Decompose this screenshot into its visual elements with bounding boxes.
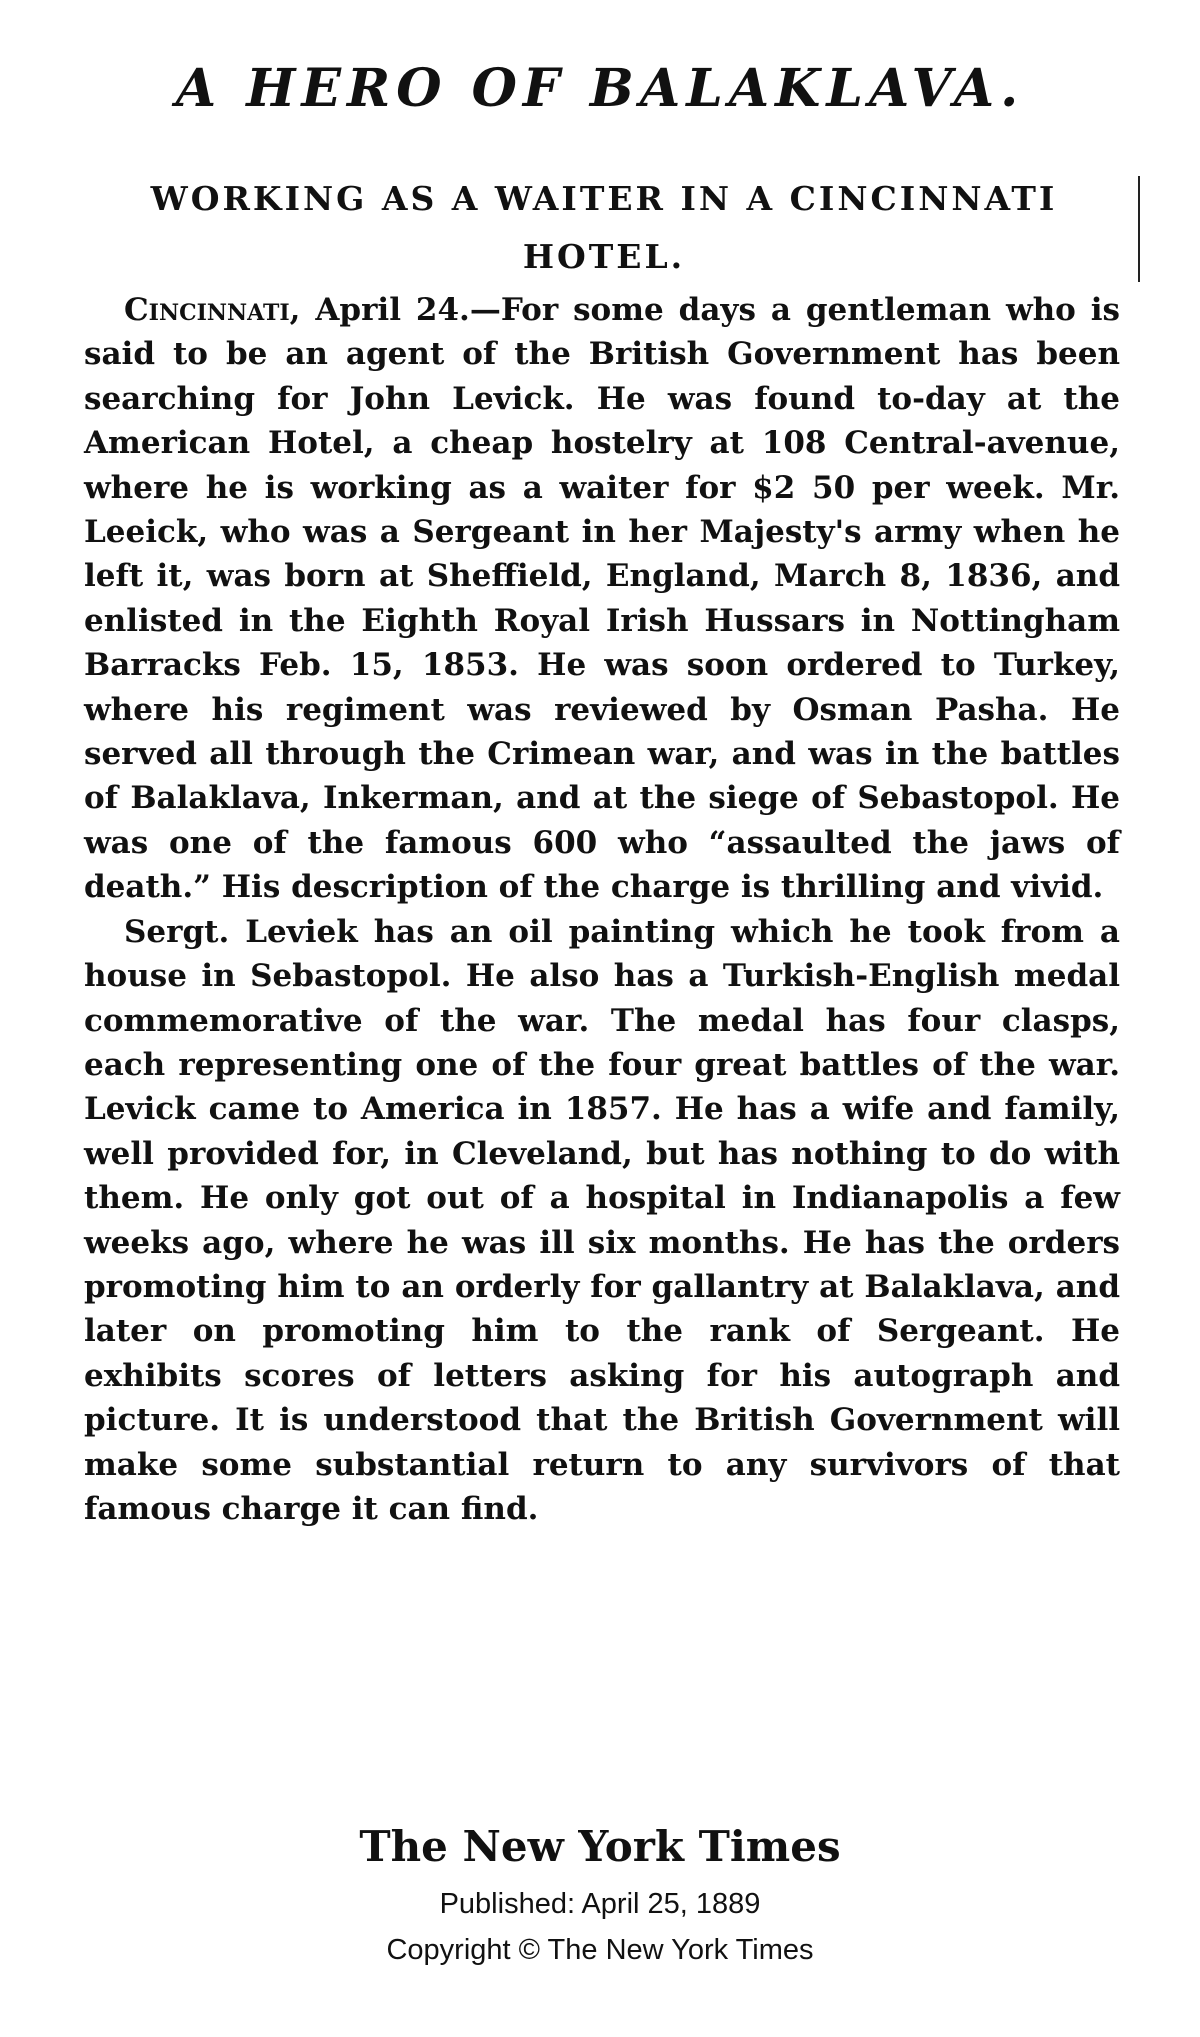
nyt-masthead-logo: The New York Times bbox=[359, 1822, 841, 1871]
article-paragraph-2: Sergt. Leviek has an oil painting which he took from a house in Sebastopol. He also has a Turkish-English medal commemorative of the war. The medal has four clasps, each representing one of the four great battles of the war. Levick came to America in 1857. He has a wife and family, well provided for, in Cleveland, but has nothing to do with them. He only got out of a hospital in Indianapolis a few weeks ago, where he was ill six months. He has the orders promoting him to an orderly for gallantry at Balaklava, and later on promoting him to the rank of Sergeant. He exhibits scores of letters asking for his autograph and picture. It is understood that the British Government will make some substantial return to any survivors of that famous charge it can find. bbox=[84, 913, 1120, 1527]
article-headline: A HERO OF BALAKLAVA. bbox=[175, 58, 1025, 119]
paragraph-1-text: April 24.—For some days a gentleman who is said to be an agent of the British Government has been searching for John Levick. He was found to-day at the American Hotel, a cheap hostelry at 108 Central-avenue, where he is working as a waiter for $2 50 per week. Mr. Leeick, who was a Sergeant in her Majesty's army when he left it, was born at Sheffield, England, March 8, 1836, and enlisted in the Eighth Royal Irish Hussars in Nottingham Barracks Feb. 15, 1853. He was soon ordered to Turkey, where his regiment was reviewed by Osman Pasha. He served all through the Crimean war, and was in the battles of Balaklava, Inkerman, and at the siege of Sebastopol. He was one of the famous 600 who “assaulted the jaws of death.” His description of the charge is thrilling and vivid. bbox=[84, 292, 1120, 906]
copyright-notice: Copyright © The New York Times bbox=[386, 1934, 814, 1966]
column-rule bbox=[1138, 176, 1140, 282]
published-date: Published: April 25, 1889 bbox=[439, 1888, 761, 1920]
article-body bbox=[84, 288, 1120, 1531]
article-subhead: WORKING AS A WAITER IN A CINCINNATI HOTEL. bbox=[150, 179, 1058, 276]
article-paragraph-1 bbox=[84, 288, 1120, 910]
dateline: Cincinnati, bbox=[124, 292, 301, 328]
